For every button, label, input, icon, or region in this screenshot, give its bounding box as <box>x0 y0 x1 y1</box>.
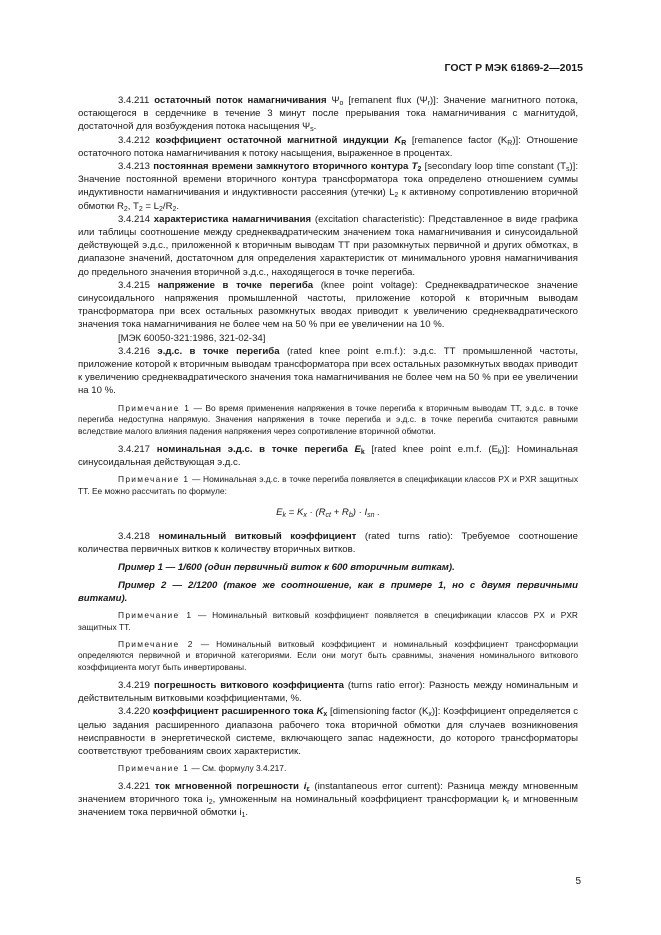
term-3-4-218: 3.4.218 номинальный витковый коэффициент (rated turns ratio): Требуемое соотношение количества первичных витков к количеству вторичных витков. <box>78 531 578 556</box>
document-body <box>78 94 578 820</box>
term-3-4-211: 3.4.211 остаточный поток намагничивания $\Psi_о$ [remanent flux $(\Psi_r)$]: Значение магнитного потока, остающегося в сердечнике в течение 3 минут после прерывания тока намагничивания с магнитудой, достаточной для возбуждения потока насыщения $\Psi_s$. <box>78 95 578 134</box>
term-3-4-214: 3.4.214 характеристика намагничивания (excitation characteristic): Представленное в виде графика или таблицы соотношение между среднеквадратическим значением тока намагничивания и синусоидальной действующей э.д.с., приложенной к вторичным выводам ТТ при разомкнутых первичной и других обмотках, в диапазоне значений, достаточном для определения характеристик от минимального уровня намагничивания до предельного значения вторичной э.д.с., находящегося в точке перегиба. <box>78 213 578 278</box>
term-3-4-219: 3.4.219 погрешность виткового коэффициента (turns ratio error): Разность между номинальным и действительным витковыми коэффициентами, %. <box>78 680 578 705</box>
note-3-4-216: Примечание 1 — Во время применения напряжения в точке перегиба к вторичным выводам ТТ, э.д.с. в точке перегиба недоступна напрямую. Значения напряжения в точке перегиба и э.д.с. в точке перегиба считаются равными вследствие малого влияния падения напряжения через сопротивление вторичной обмотки. <box>78 402 578 437</box>
term-3-4-212: 3.4.212 коэффициент остаточной магнитной индукции $K_R$ [remanence factor $(K_R)$]: Отношение остаточного потока намагничивания к потоку насыщения, выраженное в процентах. <box>78 134 578 159</box>
note-3-4-217: Примечание 1 — Номинальная э.д.с. в точке перегиба появляется в спецификации классов PX и PXR защитных ТТ. Ее можно рассчитать по формуле: <box>78 474 579 497</box>
document-header: ГОСТ Р МЭК 61869-2—2015 <box>444 62 583 74</box>
reference-3-4-215: [МЭК 60050-321:1986, 321-02-34] <box>118 332 266 344</box>
formula-knee-point-emf: $E_k = K_x \cdot (R_{ct} + R_b) \cdot I_{sn}$ . <box>276 507 380 520</box>
example-1: Пример 1 — 1/600 (один первичный виток к 600 вторичным виткам). <box>118 562 455 574</box>
note-3-4-218-1: Примечание 1 — Номинальный витковый коэффициент появляется в спецификации классов PX и PXR защитных ТТ. <box>78 610 578 632</box>
term-3-4-213: 3.4.213 постоянная времени замкнутого вторичного контура $T_2$ [secondary loop time constant $(T_s)$]: Значение постоянной времени вторичного контура трансформатора тока определено отношением суммы индуктивности намагничивания и индуктивности рассеяния (утечки) $L_2$ к активному сопротивлению вторичной обмотки $R_2$, $T_2 = L_2/R_2$. <box>78 161 578 213</box>
term-3-4-216: 3.4.216 э.д.с. в точке перегиба (rated knee point e.m.f.): э.д.с. ТТ промышленной частоты, приложение которой к вторичным выводам трансформатора при всех остальных разомкнутых вводах приводит к увеличению среднеквадратического значения тока намагничивания не более чем на 50 % при ее увеличении на 10 %. <box>78 345 578 397</box>
note-3-4-220: Примечание 1 — См. формулу 3.4.217. <box>118 763 287 774</box>
term-3-4-221: 3.4.221 ток мгновенной погрешности $i_\varepsilon$ (instantaneous error current): Разница между мгновенным значением вторичного тока $i_2$, умноженным на номинальный коэффициент трансформации $k_r$ и мгновенным значением тока первичной обмотки $i_1$. <box>78 781 578 820</box>
page-number: 5 <box>575 876 581 887</box>
term-3-4-215: 3.4.215 напряжение в точке перегиба (knee point voltage): Среднеквадратическое значение синусоидального напряжения промышленной частоты, приложение которой к вторичным выводам трансформатора при всех остальных разомкнутых вводах приводит к увеличению среднеквадратического значения тока намагничивания не более чем на 50 % при ее увеличении на 10 %. <box>78 279 578 331</box>
term-3-4-217: 3.4.217 номинальная э.д.с. в точке перегиба $E_k$ [rated knee point e.m.f. $(E_k)$]: Номинальная синусоидальная действующая э.д.с. <box>78 444 578 469</box>
example-2: Пример 2 — 2/1200 (такое же соотношение, как в примере 1, но с двумя первичными витками). <box>78 579 578 604</box>
note-3-4-218-2: Примечание 2 — Номинальный витковый коэффициент и номинальный коэффициент трансформации определяются первичной и вторичной категориями. Если они могут быть сравнимы, значения номинального виткового коэффициента могут быть инвертированы. <box>78 638 579 673</box>
term-3-4-220: 3.4.220 коэффициент расширенного тока $K_x$ [dimensioning factor $(K_x)$]: Коэффициент определяется с целью задания расширенного диапазона рабочего тока вторичной обмотки для случаев возникновения неисправности в энергетической системе, включающего запас надежности, до которого трансформаторы соответствуют требованиям своих характеристик. <box>78 706 578 758</box>
